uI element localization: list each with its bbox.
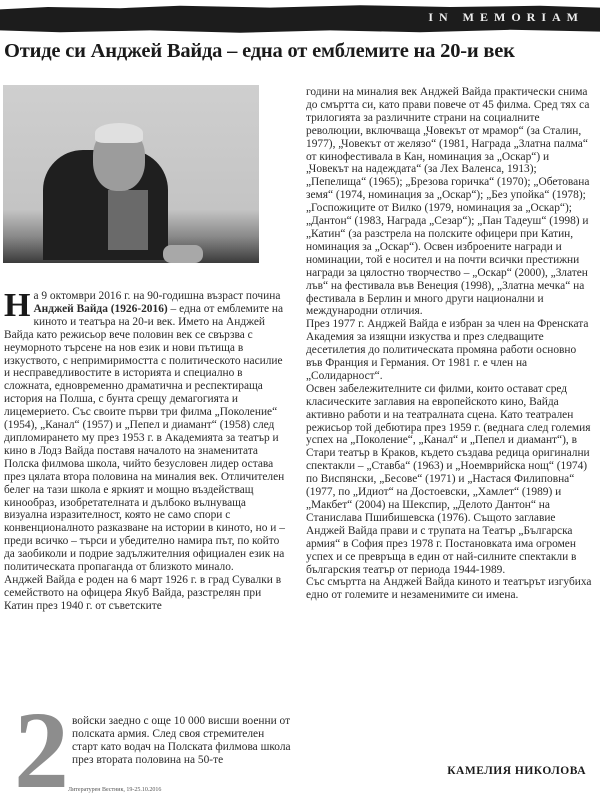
- paragraph-france: През 1977 г. Анджей Вайда е избран за член на Френската Академия за изящни изкуства и през следващите десетилетия до политическата промяна работи основно във Франция и Германия. От 1981 г. е член на „Солидарност“.: [306, 318, 589, 382]
- article-headline: Отиде си Анджей Вайда – една от емблемите на 20-и век: [4, 40, 515, 62]
- left-column: [4, 287, 290, 613]
- paragraph-birth-cont: войски заедно с още 10 000 висши военни от полската армия. След своя стремителен старт като водач на Полската филмова школа през втората половина на 50-те: [72, 715, 291, 766]
- paragraph-films: години на миналия век Анджей Вайда практически снима до смъртта си, като прави повече от 45 филма. Сред тях са трилогията за различните страни на социалните революции, включваща „Човекът от мрамор“ (за Сталин, 1977), „Човекът от желязо“ (1981, Награда „Златна палма“ от кинофестивала в Кан, номинация за „Оскар“) и „Човекът на надеждата“ (за Лех Валенса, 1913); „Пепелища“ (1965); „Брезова горичка“ (1970); „Обетована земя“ (1974, номинация за „Оскар“); „Без упойка“ (1978); „Госпожиците от Вилко (1979, номинация за „Оскар“); „Дантон“ (1983, Награда „Сезар“); „Пан Тадеуш“ (1998) и „Катин“ (за разстрела на полските офицери при Катин, номинация за „Оскар“). Освен изброените награди и номинации, той е носител и на почти всички престижни награди за цялостно творчество – „Оскар“ (2000), „Златен лъв“ на фестивала във Венеция (1998), „Златна мечка“ на фестивала в Берлин и много други национални и международни отличия.: [306, 86, 590, 318]
- photo-figure-hair: [95, 123, 143, 143]
- section-label: IN MEMORIAM: [428, 10, 584, 24]
- paragraph-birth: Анджей Вайда е роден на 6 март 1926 г. в град Сувалки в семейството на офицера Якуб Вайда, разстрелян при Катин през 1940 г. от съветските: [4, 573, 282, 612]
- lead-paragraph: [4, 287, 290, 574]
- right-column: [306, 86, 594, 602]
- article-photo: [3, 85, 259, 263]
- photo-figure-hand: [163, 245, 203, 263]
- author-byline: КАМЕЛИЯ НИКОЛОВА: [447, 765, 586, 777]
- drop-cap: Н: [4, 287, 31, 324]
- page-number: 2: [14, 689, 69, 811]
- lead-text-cont: – една от емблемите на киното и театъра на 20-и век. Името на Анджей Вайда като режисьор вече половин век се свързва с неуморното търсене на нов език и нови пътища в изкуството, с непримиримостта с политическото насилие и несправедливостите в историята и специално в сложната, едновременно драматична и респектираща история на Полша, с бунта срещу демагогията и лицемерието. Със своите първи три филма „Поколение“ (1954), „Канал“ (1957) и „Пепел и диамант“ (1958) след дипломирането му през 1953 г. в Академията за театър и кино в Лодз Вайда поставя началото на знаменитата Полска филмова школа, чийто безусловен лидер остава през цялата втора половина на миналия век. Отличителен белег на тази школа е яркият и мощно въздействащ кинообраз, изобретателната и дълбоко вълнуваща визуална изразителност, която не само спори с конвенционалното разказване на истории в киното, но и – преди всичко – търси и убедително намира път, по който да заобиколи и подрие задължителния официален език на политическата пропаганда от близкото минало.: [4, 302, 285, 574]
- page-footer: Литературен Вестник, 19-25.10.2016: [68, 787, 162, 793]
- paragraph-closing: Със смъртта на Анджей Вайда киното и театърът изгубиха едно от големите и незаменимите си имена.: [306, 576, 592, 602]
- paragraph-theatre: Освен забележителните си филми, които остават сред класическите заглавия на европейското кино, Вайда активно работи и на театралната сцена. Като театрален режисьор той дебютира през 1959 г. (веднага след големия успех на „Поколение“, „Канал“ и „Пепел и диамант“), в Стари театър в Краков, където създава редица оригинални спектакли – „Ставба“ (1963) и „Ноемврийска нощ“ (1974) по Виспянски, „Бесове“ (1971) и „Настася Филиповна“ (1977, по „Идиот“ на Достоевски, „Хамлет“ (1989) и „Макбет“ (2004) на Шекспир, „Делото Дантон“ на Станиславa Пшибишевска (1976). Същото заглавие Анджей Вайда прави и с трупата на Театър „Българска армия“ в София през 1978 г. Постановката има огромен успех и се превръща в един от най-силните спектакли в българския театър от периода 1944-1989.: [306, 382, 591, 576]
- lead-name-bold: Анджей Вайда (1926-2016): [33, 302, 168, 315]
- lead-text: а 9 октомври 2016 г. на 90-годишна възраст почина: [33, 290, 281, 302]
- photo-figure-shirt: [108, 190, 148, 250]
